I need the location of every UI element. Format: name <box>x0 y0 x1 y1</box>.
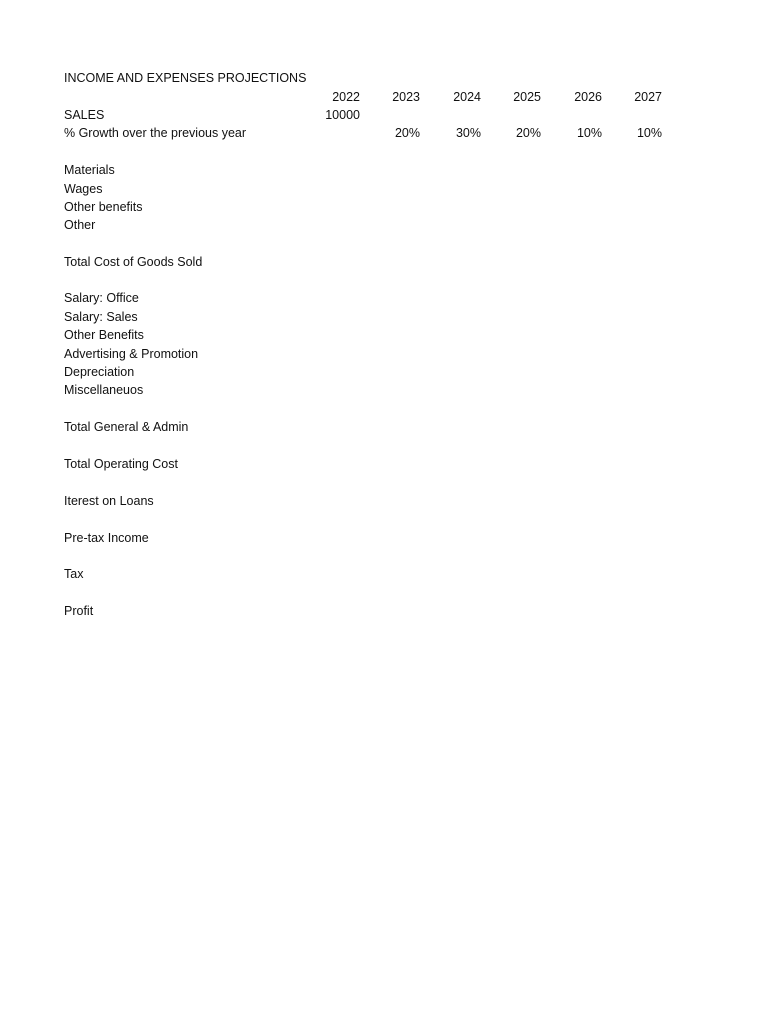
year-header-2027: 2027 <box>634 90 662 104</box>
row-label-total-ga: Total General & Admin <box>64 420 189 434</box>
row-label-other-benefits: Other benefits <box>64 200 143 214</box>
growth-value-2023: 20% <box>394 126 420 140</box>
row-label-other: Other <box>64 218 96 232</box>
row-label-miscellaneous: Miscellaneuos <box>64 383 144 397</box>
sales-value-2022: 10000 <box>325 108 360 122</box>
row-label-total-operating: Total Operating Cost <box>64 457 178 471</box>
growth-value-2027: 10% <box>636 126 662 140</box>
row-label-wages: Wages <box>64 182 103 196</box>
row-label-interest: Iterest on Loans <box>64 494 154 508</box>
row-label-tax: Tax <box>64 567 84 581</box>
row-label-materials: Materials <box>64 163 115 177</box>
row-label-profit: Profit <box>64 604 94 618</box>
row-label-salary-sales: Salary: Sales <box>64 310 138 324</box>
row-label-total-cogs: Total Cost of Goods Sold <box>64 255 203 269</box>
row-label-sales: SALES <box>64 108 105 122</box>
row-label-depreciation: Depreciation <box>64 365 135 379</box>
row-label-other-benefits-ga: Other Benefits <box>64 328 144 342</box>
growth-value-2024: 30% <box>455 126 481 140</box>
row-label-pretax: Pre-tax Income <box>64 531 149 545</box>
growth-value-2025: 20% <box>515 126 541 140</box>
sheet-title: INCOME AND EXPENSES PROJECTIONS <box>64 71 307 85</box>
row-label-growth: % Growth over the previous year <box>64 126 247 140</box>
growth-value-2026: 10% <box>576 126 602 140</box>
row-label-advertising: Advertising & Promotion <box>64 347 199 361</box>
row-label-salary-office: Salary: Office <box>64 291 139 305</box>
year-header-2022: 2022 <box>332 90 360 104</box>
year-header-2025: 2025 <box>513 90 541 104</box>
year-header-2023: 2023 <box>392 90 420 104</box>
year-header-2026: 2026 <box>574 90 602 104</box>
year-header-2024: 2024 <box>453 90 481 104</box>
